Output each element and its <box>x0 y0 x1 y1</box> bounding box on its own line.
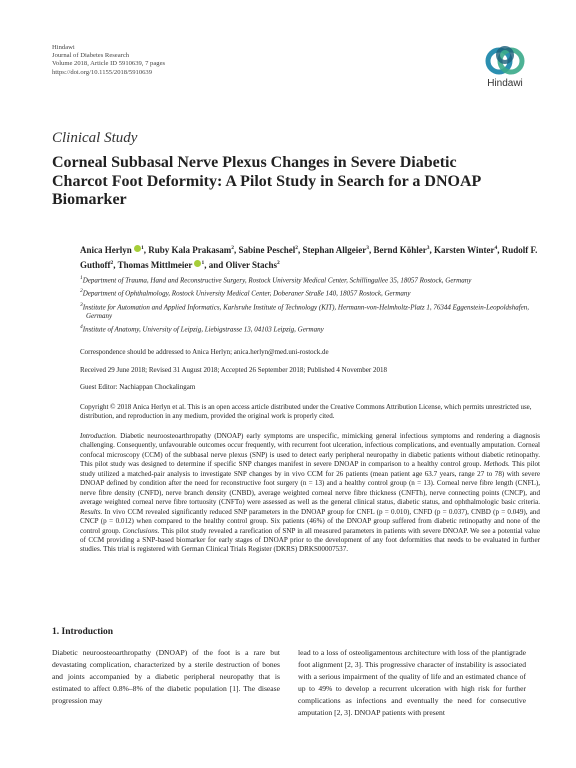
body-column-right <box>298 647 526 718</box>
hindawi-logo-text: Hindawi <box>487 78 523 89</box>
abstract-results: In vivo CCM revealed significantly reduced SNP parameters in the DNOAP group for CNFL (p = 0.010), CNFD (p = 0.037), CNBD (p = 0.049), and CNCP (p = 0.012) when compared to the healthy control group. Six patients (46%) of the DNOAP group suffered from diabetic retinopathy and none of the control group. <box>80 507 540 535</box>
body-paragraph: Diabetic neuroosteoarthropathy (DNOAP) of the foot is a rare but devastating complication, characterized by a sterile destruction of bones and joints accompanied by a diabetic peripheral neuropathy that is estimated to affect 0.8%–8% of the diabetic population [1]. The disease progression may <box>52 648 280 705</box>
journal-name: Journal of Diabetes Research <box>52 52 130 60</box>
abstract-conclusions-label: Conclusions. <box>122 526 160 535</box>
hindawi-logo-mark-icon <box>480 44 530 76</box>
author[interactable]: Ruby Kala Prakasam$^2$ <box>148 245 235 255</box>
journal-info <box>52 44 165 77</box>
journal-doi[interactable]: https://doi.org/10.1155/2018/5910639 <box>52 68 153 76</box>
body-column-left <box>52 647 280 707</box>
affiliation: $^1$Department of Trauma, Hand and Reconstructive Surgery, Rostock University Medical Center, Schillingallee 35, 18057 Rostock, Germany <box>80 275 472 285</box>
affiliation: $^2$Department of Ophthalmology, Rostock University Medical Center, Doberaner Straße 140, 18057 Rostock, Germany <box>80 288 411 298</box>
author[interactable]: Anica Herlyn $^1$ <box>80 245 144 255</box>
author[interactable]: Sabine Peschel$^2$ <box>238 245 299 255</box>
author[interactable]: Oliver Stachs$^2$ <box>225 260 280 270</box>
abstract-intro-label: Introduction. <box>80 432 117 440</box>
affiliations <box>80 274 540 336</box>
article-title: Corneal Subbasal Nerve Plexus Changes in Severe Diabetic Charcot Foot Deformity: A Pilot Study in Search for a DNOAP Biomarker <box>52 154 481 208</box>
author[interactable]: Stephan Allgeier$^3$ <box>302 245 370 255</box>
article-category: Clinical Study <box>52 130 138 146</box>
affiliation: $^3$Institute for Automation and Applied Informatics, Karlsruhe Institute of Technology (KIT), Hermann-von-Helmholtz-Platz 1, 76344 Eggenstein-Leopoldshafen, Germany <box>80 301 530 320</box>
abstract-results-label: Results. <box>80 507 103 516</box>
author[interactable]: Thomas Mittlmeier $^1$ <box>117 260 205 270</box>
article-dates: Received 29 June 2018; Revised 31 August 2018; Accepted 26 September 2018; Published 4 November 2018 <box>80 366 387 374</box>
author[interactable]: Karsten Winter$^4$ <box>434 245 498 255</box>
abstract <box>80 432 540 555</box>
abstract-conclusions: This pilot study revealed a rarefication of SNP in all measured parameters in patients with severe DNOAP. We see a potential value of CCM providing a SNP-based biomarker for early stages of DNOAP prior to the development of any foot deformities that needs to be evaluated in further studies. This trial is registered with German Clinical Trials Register (DKRS) DRKS00007537. <box>80 526 540 554</box>
section-heading: 1. Introduction <box>52 627 114 637</box>
abstract-methods: This pilot study utilized a matched-pair analysis to investigate SNP changes by in vivo CCM for 26 patients (mean patient age 63.7 years, range 27 to 78) with severe DNOAP defined by condition after the need for reconstructive foot surgery (n = 13) and a healthy control group (n = 13). Corneal nerve fibre length (CNFL), nerve fibre density (CNFD), nerve branch density (CNBD), average weighted corneal nerve fibre thickness (CNFTh), nerve connecting points (CNCP), and average weighted corneal nerve fibre tortuosity (CNFTo) were assessed as well as the general clinical status, diabetic status, and ophthalmologic basic criteria. <box>80 460 540 507</box>
orcid-icon[interactable] <box>134 245 141 252</box>
journal-volume: Volume 2018, Article ID 5910639, 7 pages <box>52 60 166 68</box>
affiliation: $^4$Institute of Anatomy, University of Leipzig, Liebigstrasse 13, 04103 Leipzig, Germany <box>80 323 324 334</box>
author[interactable]: Bernd Köhler$^3$ <box>373 245 430 255</box>
author-list: Anica Herlyn $^1$, Ruby Kala Prakasam$^2$, Sabine Peschel$^2$, Stephan Allgeier$^3$, Bernd Köhler$^3$, Karsten Winter$^4$, Rudolf F. Guthoff$^2$, Thomas Mittlmeier $^1$, and Oliver Stachs$^2$ <box>80 245 538 270</box>
hindawi-logo <box>480 44 530 90</box>
guest-editor: Guest Editor: Nachiappan Chockalingam <box>80 383 196 391</box>
author[interactable]: Rudolf F. Guthoff$^2$ <box>80 245 538 270</box>
abstract-methods-label: Methods. <box>483 460 510 469</box>
copyright-notice: Copyright © 2018 Anica Herlyn et al. This is an open access article distributed under the Creative Commons Attribution License, which permits unrestricted use, distribution, and reproduction in any medium, provided the original work is properly cited. <box>80 403 532 420</box>
correspondence: Correspondence should be addressed to Anica Herlyn; anica.herlyn@med.uni-rostock.de <box>80 348 329 356</box>
publisher-name: Hindawi <box>52 44 75 51</box>
abstract-intro: Diabetic neuroosteoarthropathy (DNOAP) early symptoms are unspecific, mimicking general infectious symptoms and rendering a diagnosis challenging. Consequently, unfavourable outcomes occur frequently, with recurrent foot ulceration, infectious complications, and eventually amputation. Corneal confocal microscopy (CCM) of the subbasal nerve plexus (SNP) is used to detect early peripheral neuropathy in diabetic patients without diabetic retinopathy. This pilot study was designed to determine if specific SNP changes manifest in severe DNOAP in comparison to a healthy control group. <box>80 432 541 469</box>
body-paragraph: lead to a loss of osteoligamentous architecture with loss of the plantigrade foot alignment [2, 3]. This progressive character of instability is associated with a serious impairment of the quality of life and an estimated chance of up to 49% to develop a recurrent ulceration with high risk for further complications as infections and eventually the need for consecutive amputation [2, 3]. DNOAP patients with present <box>298 648 526 717</box>
